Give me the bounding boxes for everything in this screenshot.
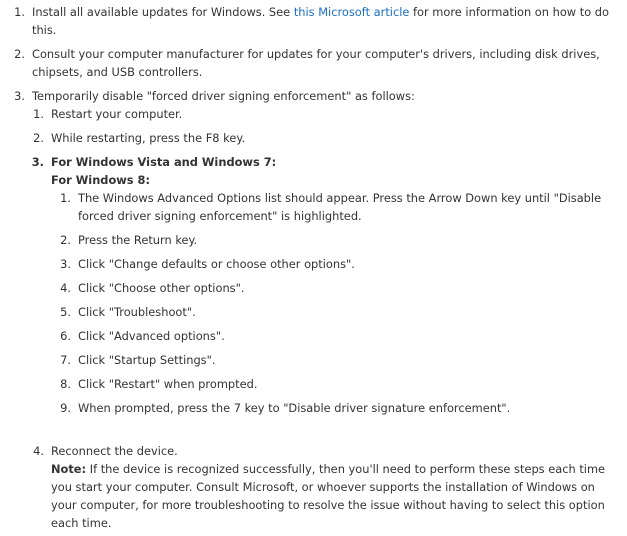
step-text: Click "Choose other options". [78,281,245,295]
step-number: 2. [14,47,25,61]
step-text: Temporarily disable "forced driver signing enforcement" as follows: [32,89,415,103]
step-text: The Windows Advanced Options list should appear. Press the Arrow Down key until "Disable forced driver signing enforcement" is highlighted. [78,191,602,223]
step-text: While restarting, press the F8 key. [51,131,246,145]
step-text: Click "Restart" when prompted. [78,377,258,391]
substep-3-3-8 [0,375,613,393]
step-number: 7. [60,353,71,367]
windows-8-heading: For Windows 8: [51,173,151,187]
step-number: 6. [60,329,71,343]
substep-3-3-9 [0,399,613,417]
step-number: 1. [33,107,44,121]
step-text: Reconnect the device. [51,444,178,458]
step-number: 1. [60,191,71,205]
step-text: Restart your computer. [51,107,183,121]
note-paragraph [51,460,611,532]
step-text: Click "Startup Settings". [78,353,216,367]
step-3 [7,87,612,105]
step-2 [7,45,612,81]
step-1 [7,3,612,39]
note-label: Note: [51,462,87,476]
step-text: Click "Troubleshoot". [78,305,196,319]
windows-vista-7-heading: For Windows Vista and Windows 7: [51,155,277,169]
note-text: If the device is recognized successfully, then you'll need to perform these steps each time you start your computer. Consult Microsoft, or whoever supports the installation of Windows on your computer, for more troubleshooting to resolve the issue without having to select this option each time. [51,462,606,530]
step-number: 4. [33,444,44,458]
substep-3-3-7 [0,351,613,369]
substep-3-3-3 [0,255,613,273]
step-text: When prompted, press the 7 key to "Disable driver signature enforcement". [78,401,511,415]
step-number: 3. [60,257,71,271]
substep-3-3-5 [0,303,613,321]
step-number: 5. [60,305,71,319]
step-4 [0,442,611,532]
substep-3-3-2 [0,231,613,249]
step-text: Click "Change defaults or choose other options". [78,257,355,271]
substep-3-3 [0,153,611,189]
substep-3-3-6 [0,327,613,345]
step-text: Click "Advanced options". [78,329,225,343]
step-number: 9. [60,401,71,415]
substep-3-3-1 [0,189,613,225]
substep-3-1 [0,105,611,123]
microsoft-article-link[interactable]: this Microsoft article [293,5,410,19]
substep-3-3-4 [0,279,613,297]
step-number: 8. [60,377,71,391]
step-number: 3. [14,89,25,103]
step-number: 2. [60,233,71,247]
step-text: Consult your computer manufacturer for updates for your computer's drivers, including disk drives, chipsets, and USB controllers. [32,47,600,79]
step-number: 4. [60,281,71,295]
step-number: 2. [33,131,44,145]
substep-3-2 [0,129,611,147]
step-text: Install all available updates for Windows. See this Microsoft article for more information on how to do this. [32,5,609,37]
step-number: 1. [14,5,25,19]
step-text: Press the Return key. [78,233,198,247]
step-number: 3. [31,155,44,169]
